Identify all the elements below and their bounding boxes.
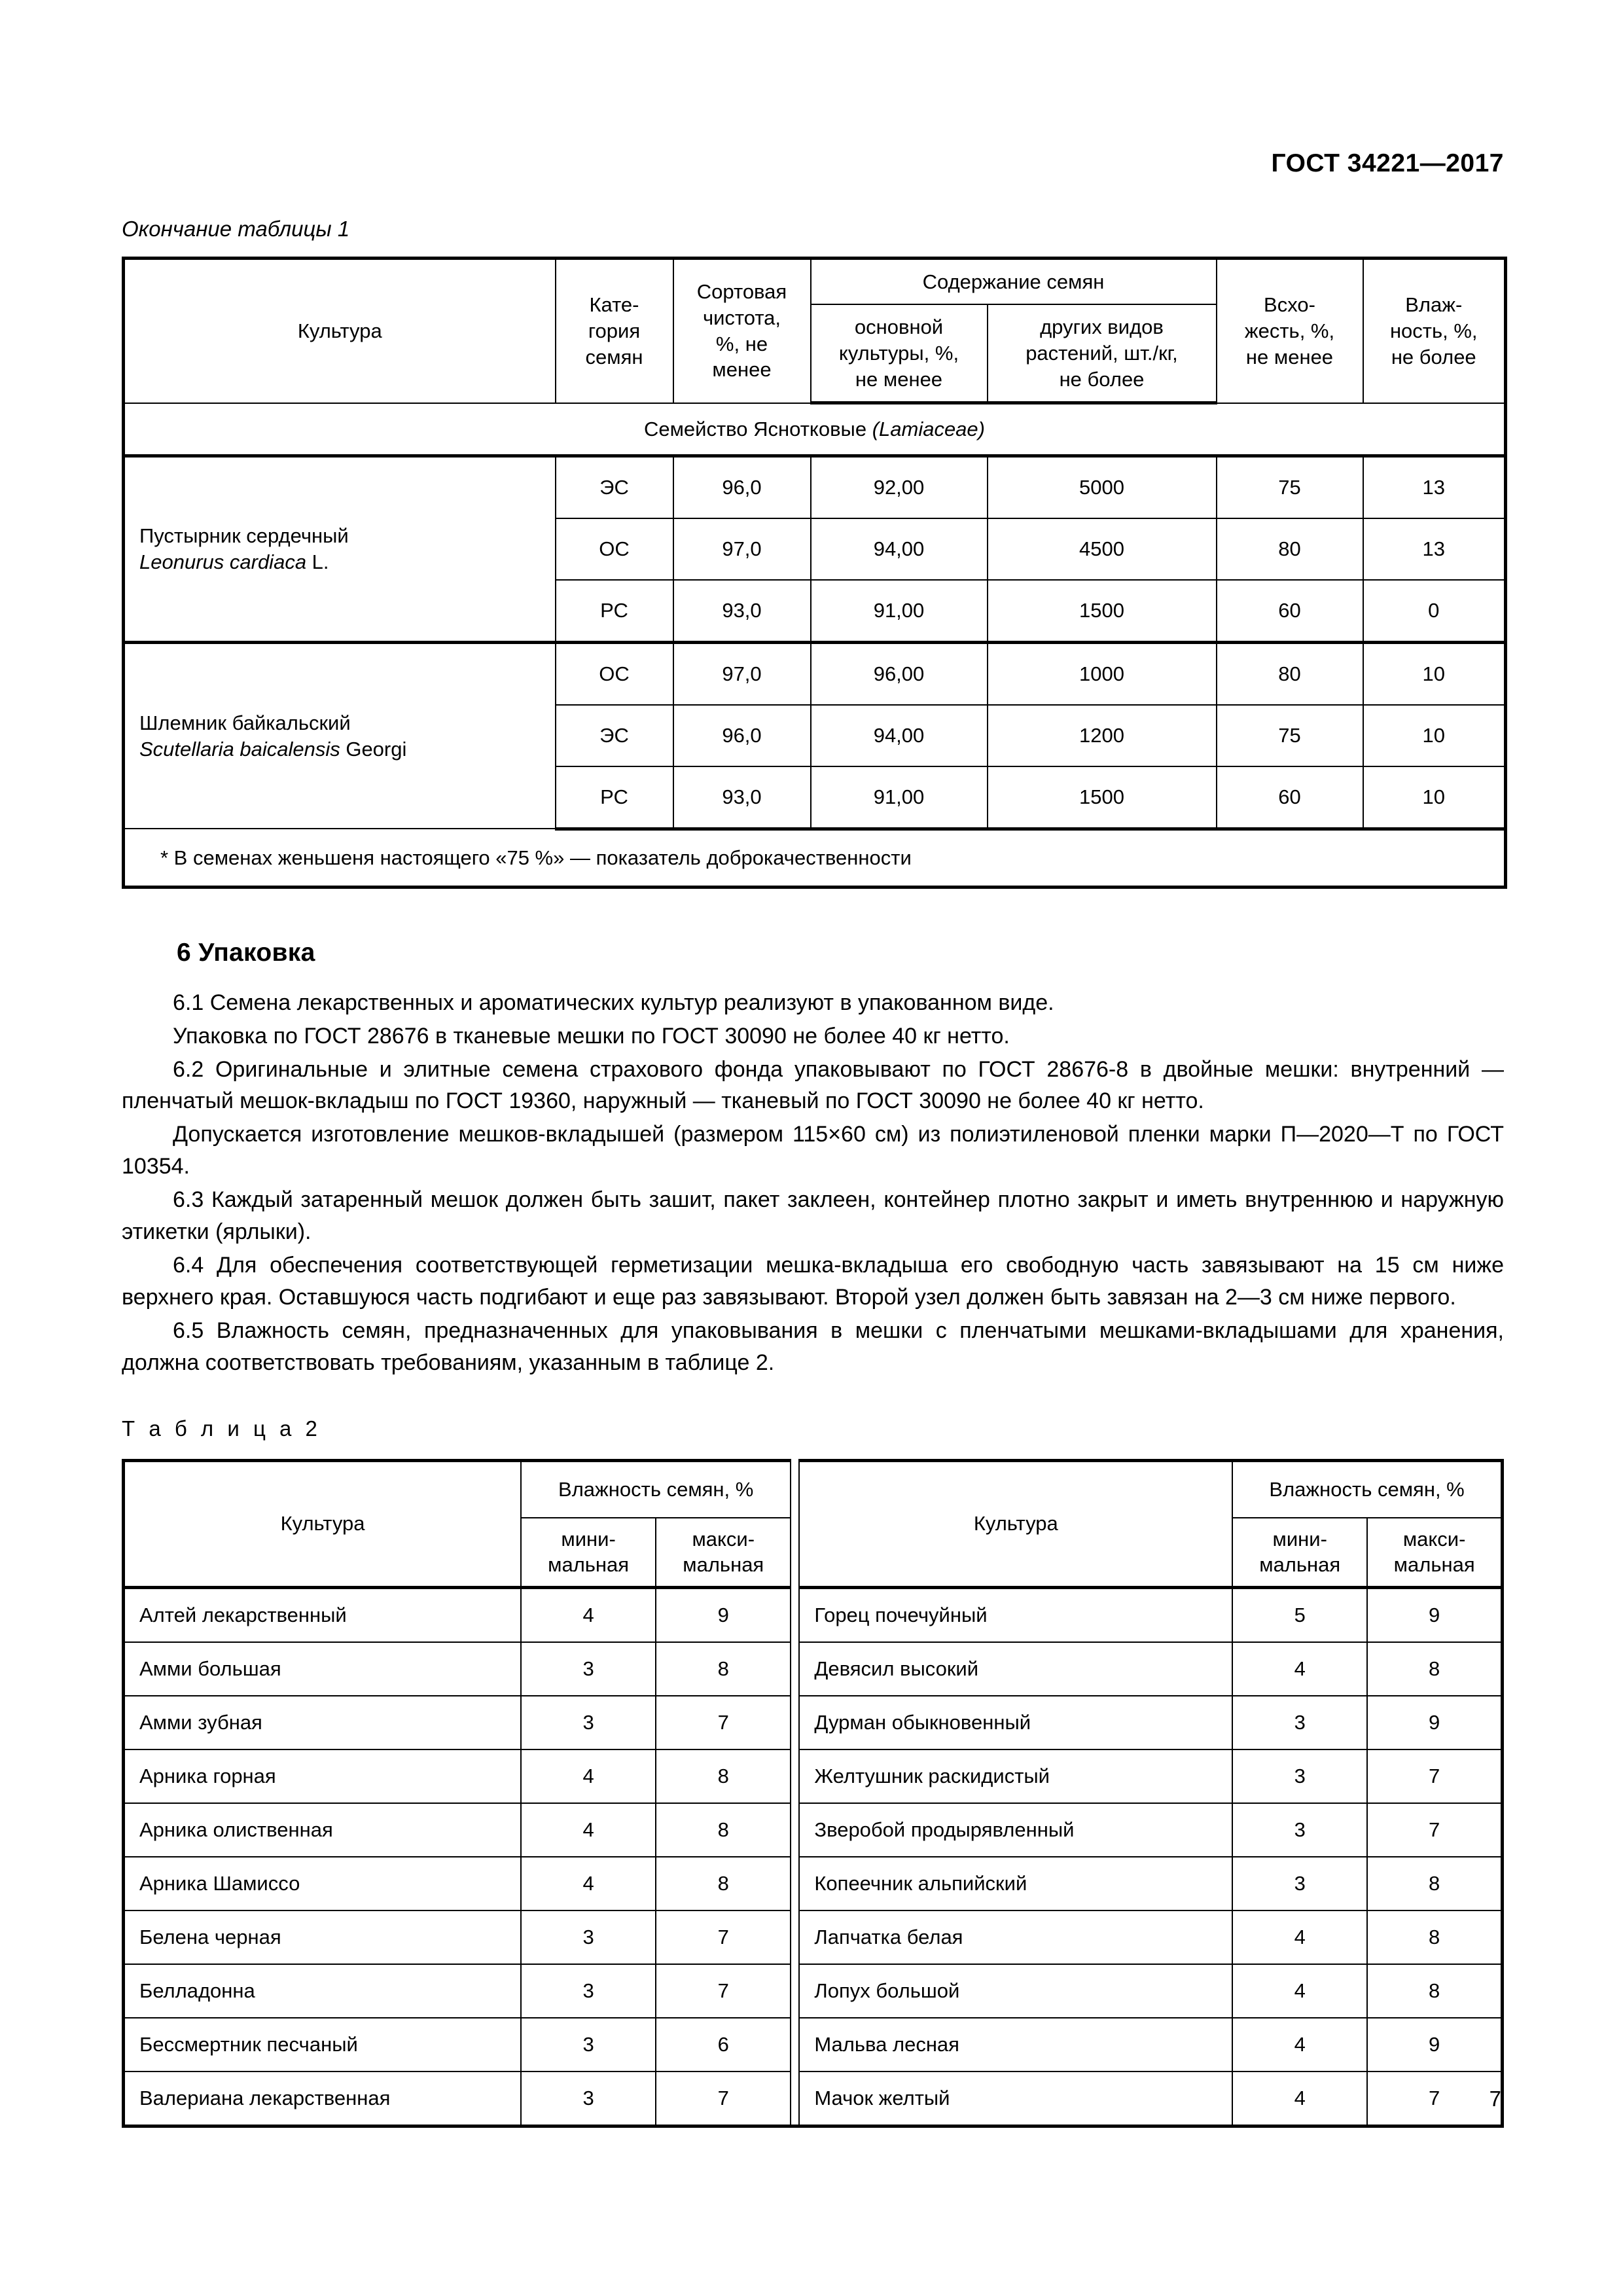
cell-min-right: 4 — [1232, 1642, 1367, 1696]
cell-purity: 97,0 — [673, 642, 811, 705]
cell-culture-right: Лопух большой — [799, 1964, 1232, 2018]
cell-category: ЭС — [556, 456, 673, 518]
moist-line-2: ность, %, — [1389, 319, 1478, 342]
cell-category: ЭС — [556, 705, 673, 766]
cell-max-right: 8 — [1367, 1910, 1502, 1964]
cell-min-left: 3 — [521, 2018, 656, 2072]
table-row — [124, 2018, 1503, 2072]
family-name-lat: (Lamiaceae) — [872, 418, 985, 441]
table1-header-category — [556, 258, 673, 403]
max-line-2: мальная — [1393, 1553, 1475, 1577]
cell-min-left: 3 — [521, 2072, 656, 2126]
cell-min-right: 3 — [1232, 1803, 1367, 1857]
culture-name-lat: Leonurus cardiaca — [139, 550, 307, 573]
paragraph-6-2-cont: Допускается изготовление мешков-вкладышей (размером 115×60 см) из полиэтиленовой пленки марки П—2020—Т по ГОСТ 10354. — [122, 1122, 1504, 1179]
cell-min-left: 3 — [521, 1642, 656, 1696]
cell-other: 4500 — [988, 518, 1217, 580]
row-divider — [791, 1910, 799, 1964]
cell-max-left: 8 — [656, 1857, 791, 1910]
table2-header-min-right — [1232, 1518, 1367, 1588]
germ-line-2: жесть, %, — [1244, 319, 1335, 342]
cell-min-right: 3 — [1232, 1857, 1367, 1910]
paragraph-6-3: 6.3 Каждый затаренный мешок должен быть зашит, пакет заклеен, контейнер плотно закрыт и иметь внутреннюю и наружную этикетки (ярлыки). — [122, 1187, 1504, 1245]
cell-germination: 80 — [1217, 642, 1363, 705]
cell-max-left: 8 — [656, 1642, 791, 1696]
table-row — [124, 1749, 1503, 1803]
row-divider — [791, 1749, 799, 1803]
cell-germination: 75 — [1217, 705, 1363, 766]
paragraph-6-5: 6.5 Влажность семян, предназначенных для упаковывания в мешки с пленчатыми мешками-вкладышами для хранения, должна соответствовать требованиям, указанным в таблице 2. — [122, 1318, 1504, 1376]
cell-category: РС — [556, 766, 673, 829]
other-line-2: растений, шт./кг, — [1026, 341, 1178, 365]
other-line-3: не более — [1059, 367, 1145, 391]
cell-max-right: 8 — [1367, 1964, 1502, 2018]
table1-caption: Окончание таблицы 1 — [122, 217, 350, 241]
table2-caption: Т а б л и ц а 2 — [122, 1416, 321, 1441]
cell-purity: 93,0 — [673, 580, 811, 643]
cell-culture-left: Бессмертник песчаный — [124, 2018, 522, 2072]
cell-culture-right: Зверобой продырявленный — [799, 1803, 1232, 1857]
cell-culture-right: Горец почечуйный — [799, 1588, 1232, 1643]
category-line-1: Кате- — [589, 293, 639, 317]
table-row — [124, 1696, 1503, 1749]
cell-category: РС — [556, 580, 673, 643]
cell-max-right: 9 — [1367, 1588, 1502, 1643]
cell-moisture: 13 — [1363, 456, 1506, 518]
table2-header-min-left — [521, 1518, 656, 1588]
cell-culture-right: Копеечник альпийский — [799, 1857, 1232, 1910]
cell-culture-right: Мальва лесная — [799, 2018, 1232, 2072]
cell-germination: 75 — [1217, 456, 1363, 518]
cell-germination: 60 — [1217, 766, 1363, 829]
cell-max-left: 8 — [656, 1803, 791, 1857]
culture-name-ru: Шлемник байкальский — [139, 711, 351, 735]
cell-max-left: 8 — [656, 1749, 791, 1803]
page-content — [122, 216, 1504, 2128]
purity-line-4: менее — [712, 358, 772, 382]
cell-purity: 96,0 — [673, 705, 811, 766]
min-line-1: мини- — [1272, 1527, 1327, 1551]
table2-column-divider — [791, 1460, 799, 1587]
table1-header-seed-content-group: Содержание семян — [811, 258, 1217, 304]
main-line-1: основной — [854, 315, 944, 339]
cell-culture-right: Дурман обыкновенный — [799, 1696, 1232, 1749]
cell-min-left: 4 — [521, 1749, 656, 1803]
purity-line-2: чистота, — [702, 306, 781, 330]
cell-max-left: 7 — [656, 2072, 791, 2126]
table-2-seed-moisture — [122, 1459, 1504, 2128]
min-line-1: мини- — [561, 1527, 616, 1551]
cell-main: 91,00 — [811, 580, 988, 643]
row-divider — [791, 1588, 799, 1643]
table1-footnote-row — [124, 829, 1506, 887]
table-row — [124, 1857, 1503, 1910]
cell-min-left: 4 — [521, 1803, 656, 1857]
cell-culture-right: Лапчатка белая — [799, 1910, 1232, 1964]
purity-line-1: Сортовая — [696, 280, 787, 304]
cell-culture-right: Мачок желтый — [799, 2072, 1232, 2126]
culture-name-author: Georgi — [340, 737, 407, 761]
other-line-1: других видов — [1040, 315, 1164, 339]
table1-header-row — [124, 258, 1506, 304]
paragraph-6-4: 6.4 Для обеспечения соответствующей герметизации мешка-вкладыша его свободную часть завязывают на 15 см ниже верхнего края. Оставшуюся часть подгибают и еще раз завязывают. Второй узел должен быть завязан на 2—3 см ниже первого. — [122, 1253, 1504, 1310]
main-line-2: культуры, %, — [838, 341, 959, 365]
cell-min-left: 4 — [521, 1857, 656, 1910]
cell-purity: 96,0 — [673, 456, 811, 518]
cell-min-right: 4 — [1232, 1910, 1367, 1964]
moist-line-1: Влаж- — [1405, 293, 1463, 317]
cell-culture-right: Желтушник раскидистый — [799, 1749, 1232, 1803]
cell-category: ОС — [556, 518, 673, 580]
cell-max-left: 7 — [656, 1910, 791, 1964]
table-row — [124, 1803, 1503, 1857]
max-line-1: макси- — [1402, 1527, 1466, 1551]
cell-main: 92,00 — [811, 456, 988, 518]
table2-header-culture-right: Культура — [799, 1460, 1232, 1587]
cell-other: 1500 — [988, 766, 1217, 829]
cell-max-left: 7 — [656, 1964, 791, 2018]
table1-header-purity — [673, 258, 811, 403]
cell-max-right: 9 — [1367, 1696, 1502, 1749]
cell-min-right: 5 — [1232, 1588, 1367, 1643]
cell-culture-left: Арника олиственная — [124, 1803, 522, 1857]
row-divider — [791, 1803, 799, 1857]
cell-min-left: 3 — [521, 1696, 656, 1749]
cell-other: 1500 — [988, 580, 1217, 643]
cell-purity: 93,0 — [673, 766, 811, 829]
cell-min-right: 3 — [1232, 1749, 1367, 1803]
table-row — [124, 1964, 1503, 2018]
cell-culture-left: Валериана лекарственная — [124, 2072, 522, 2126]
table-row — [124, 456, 1506, 518]
cell-max-left: 6 — [656, 2018, 791, 2072]
paragraph-6-1: 6.1 Семена лекарственных и ароматических культур реализуют в упакованном виде. — [173, 990, 1054, 1015]
table1-footnote: * В семенах женьшеня настоящего «75 %» — показатель доброкачественности — [124, 829, 1506, 887]
page-number: 7 — [1489, 2087, 1501, 2111]
table2-header-row — [124, 1460, 1503, 1518]
cell-culture-left: Белена черная — [124, 1910, 522, 1964]
culture-name-ru: Пустырник сердечный — [139, 524, 349, 548]
min-line-2: мальная — [1259, 1553, 1341, 1577]
table1-header-main-culture — [811, 304, 988, 403]
cell-max-right: 8 — [1367, 1857, 1502, 1910]
cell-max-right: 8 — [1367, 1642, 1502, 1696]
cell-moisture: 10 — [1363, 642, 1506, 705]
purity-line-3: %, не — [715, 332, 768, 355]
table1-culture-name-2 — [124, 642, 556, 829]
table2-header-culture-left: Культура — [124, 1460, 522, 1587]
paragraph-6-2: 6.2 Оригинальные и элитные семена страхового фонда упаковывают по ГОСТ 28676-8 в двойные мешки: внутренний — пленчатый мешок-вкладыш по ГОСТ 19360, наружный — тканевый по ГОСТ 30090 не более 40 кг нетто. — [122, 1056, 1504, 1114]
cell-culture-right: Девясил высокий — [799, 1642, 1232, 1696]
table1-culture-name-1 — [124, 456, 556, 642]
table1-family-row — [124, 403, 1506, 456]
section-6-title: 6 Упаковка — [177, 938, 315, 967]
table1-header-moisture — [1363, 258, 1506, 403]
cell-category: ОС — [556, 642, 673, 705]
cell-moisture: 0 — [1363, 580, 1506, 643]
germ-line-3: не менее — [1245, 345, 1334, 368]
table-row — [124, 642, 1506, 705]
cell-other: 5000 — [988, 456, 1217, 518]
cell-min-right: 4 — [1232, 2018, 1367, 2072]
row-divider — [791, 2018, 799, 2072]
table2-header-moisture-group-left: Влажность семян, % — [521, 1460, 791, 1518]
cell-max-right: 9 — [1367, 2018, 1502, 2072]
category-line-3: семян — [585, 345, 643, 368]
culture-name-author: L. — [306, 550, 329, 573]
cell-purity: 97,0 — [673, 518, 811, 580]
max-line-2: мальная — [683, 1553, 764, 1577]
cell-other: 1000 — [988, 642, 1217, 705]
table1-family-label — [124, 403, 1506, 456]
germ-line-1: Всхо- — [1264, 293, 1315, 317]
min-line-2: мальная — [548, 1553, 630, 1577]
cell-culture-left: Амми большая — [124, 1642, 522, 1696]
cell-culture-left: Алтей лекарственный — [124, 1588, 522, 1643]
cell-min-left: 3 — [521, 1910, 656, 1964]
family-name-ru: Семейство Яснотковые — [643, 418, 872, 441]
cell-max-right: 7 — [1367, 1749, 1502, 1803]
cell-main: 96,00 — [811, 642, 988, 705]
category-line-2: гория — [588, 319, 641, 342]
table-row — [124, 1642, 1503, 1696]
paragraph-6-1-cont: Упаковка по ГОСТ 28676 в тканевые мешки по ГОСТ 30090 не более 40 кг нетто. — [173, 1023, 1010, 1049]
cell-moisture: 10 — [1363, 766, 1506, 829]
cell-moisture: 13 — [1363, 518, 1506, 580]
culture-name-lat: Scutellaria baicalensis — [139, 737, 340, 761]
table-row — [124, 1588, 1503, 1643]
cell-min-left: 3 — [521, 1964, 656, 2018]
row-divider — [791, 1642, 799, 1696]
cell-other: 1200 — [988, 705, 1217, 766]
main-line-3: не менее — [855, 367, 943, 391]
row-divider — [791, 2072, 799, 2126]
table1-header-culture: Культура — [124, 258, 556, 403]
moist-line-3: не более — [1391, 345, 1476, 368]
cell-min-left: 4 — [521, 1588, 656, 1643]
table1-header-germination — [1217, 258, 1363, 403]
cell-max-left: 9 — [656, 1588, 791, 1643]
cell-culture-left: Амми зубная — [124, 1696, 522, 1749]
cell-min-right: 4 — [1232, 1964, 1367, 2018]
cell-max-right: 7 — [1367, 2072, 1502, 2126]
cell-germination: 80 — [1217, 518, 1363, 580]
cell-culture-left: Арника горная — [124, 1749, 522, 1803]
table-row — [124, 1910, 1503, 1964]
cell-min-right: 3 — [1232, 1696, 1367, 1749]
row-divider — [791, 1696, 799, 1749]
cell-main: 94,00 — [811, 518, 988, 580]
table2-header-moisture-group-right: Влажность семян, % — [1232, 1460, 1502, 1518]
running-header-standard-number: ГОСТ 34221—2017 — [1271, 149, 1504, 177]
table-1-seed-quality — [122, 257, 1507, 889]
cell-culture-left: Белладонна — [124, 1964, 522, 2018]
row-divider — [791, 1964, 799, 2018]
table2-header-max-right — [1367, 1518, 1502, 1588]
row-divider — [791, 1857, 799, 1910]
cell-main: 94,00 — [811, 705, 988, 766]
cell-moisture: 10 — [1363, 705, 1506, 766]
max-line-1: макси- — [692, 1527, 755, 1551]
table1-header-other-species — [988, 304, 1217, 403]
table-row — [124, 2072, 1503, 2126]
table2-header-max-left — [656, 1518, 791, 1588]
cell-min-right: 4 — [1232, 2072, 1367, 2126]
cell-max-right: 7 — [1367, 1803, 1502, 1857]
cell-germination: 60 — [1217, 580, 1363, 643]
cell-culture-left: Арника Шамиссо — [124, 1857, 522, 1910]
cell-max-left: 7 — [656, 1696, 791, 1749]
cell-main: 91,00 — [811, 766, 988, 829]
